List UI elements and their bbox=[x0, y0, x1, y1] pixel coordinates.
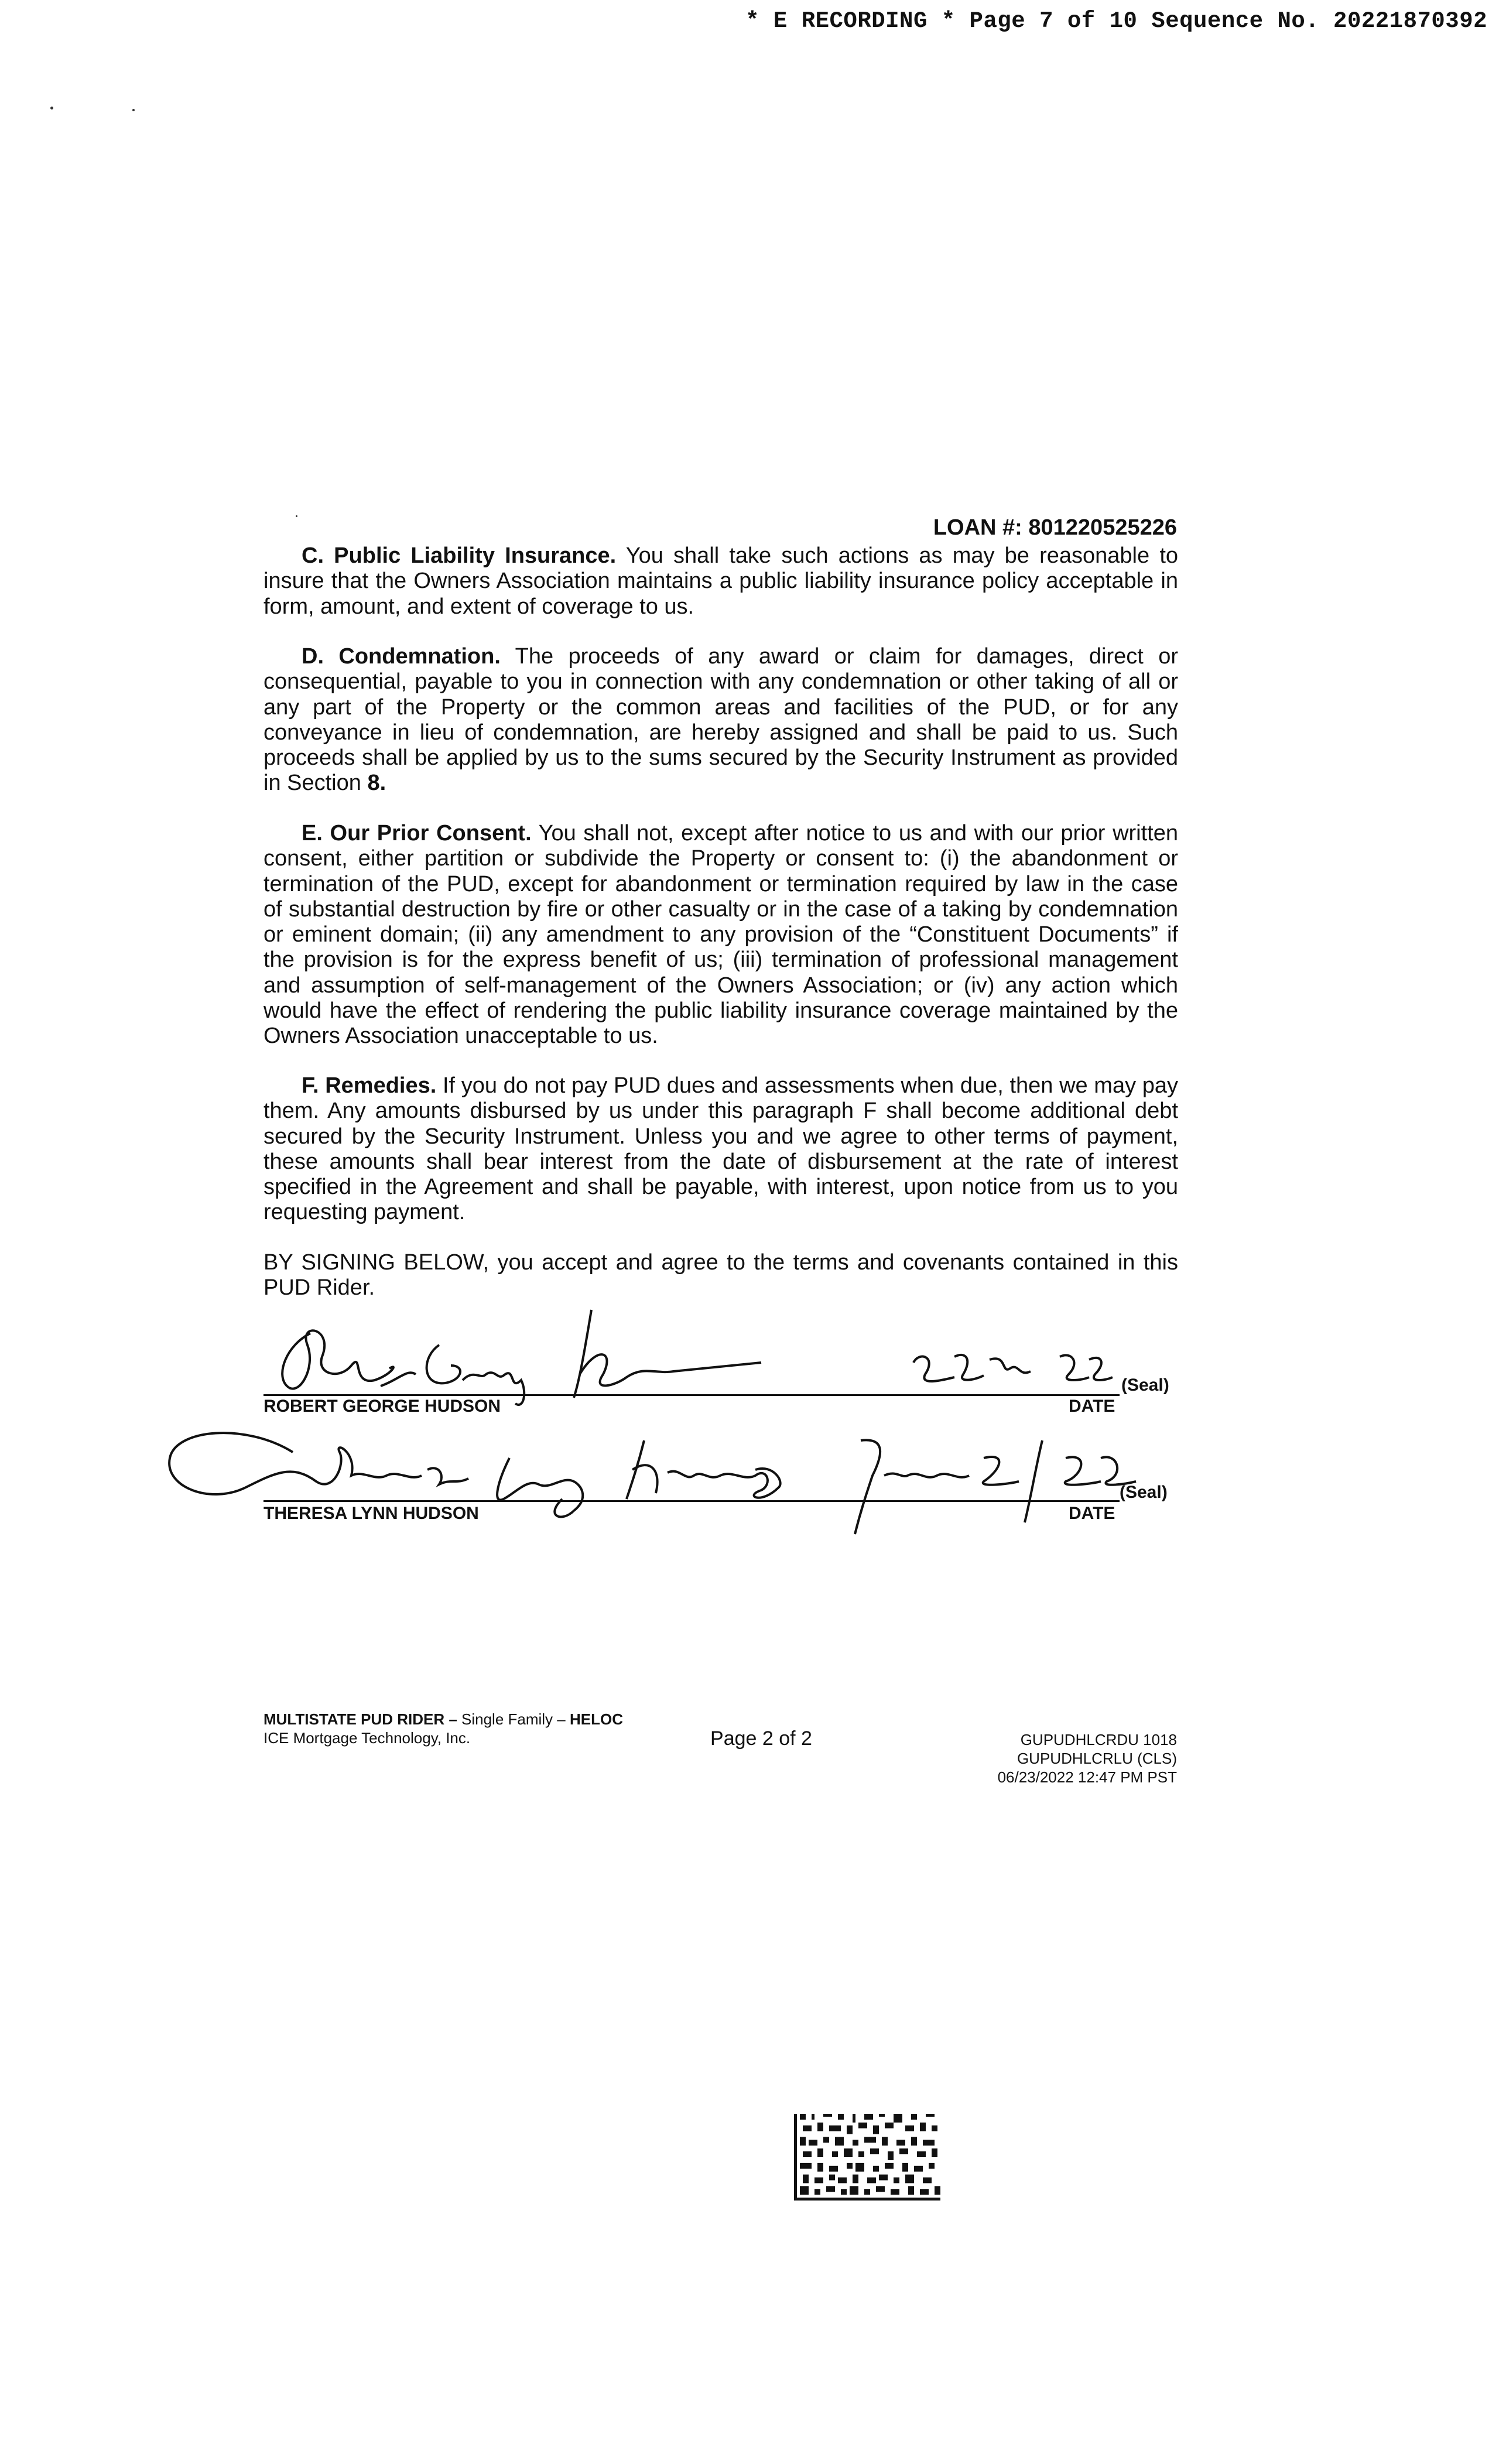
company-name: ICE Mortgage Technology, Inc. bbox=[263, 1729, 471, 1747]
signature-line bbox=[263, 1394, 1120, 1396]
generated-timestamp: 06/23/2022 12:47 PM PST bbox=[997, 1768, 1177, 1786]
recording-header: * E RECORDING * Page 7 of 10 Sequence No. 20221870392 bbox=[745, 8, 1487, 34]
section-d bbox=[263, 644, 1178, 796]
scan-speck bbox=[50, 107, 53, 109]
form-code: GUPUDHLCRDU 1018 bbox=[1020, 1731, 1177, 1748]
date-label: DATE bbox=[1069, 1397, 1115, 1416]
section-heading: C. Public Liability Insurance. bbox=[302, 543, 617, 568]
section-text: You shall take such actions as may be reasonable to insure that the Owners Association maintains a public liability insurance policy acceptable in form, amount, and extent of coverage to us. bbox=[263, 543, 1179, 619]
section-reference: 8. bbox=[367, 771, 386, 796]
section-text: You shall not, except after notice to us and with our prior written consent, either partition or subdivide the Property or consent to: (i) the abandonment or termination of the PUD, except for abandonment or termination required by law in the case of substantial destruction by fire or other casualty or in the case of a taking by condemnation or eminent domain; (ii) any amendment to any provision of the “Constituent Documents” if the provision is for the express benefit of us; (iii) termination of professional management and assumption of self-management of the Owners Association; or (iv) any action which would have the effect of rendering the public liability insurance coverage maintained by the Owners Association unacceptable to us. bbox=[263, 821, 1178, 1049]
form-title: MULTISTATE PUD RIDER – Single Family – HELOC bbox=[263, 1710, 623, 1728]
signing-statement: BY SIGNING BELOW, you accept and agree to the terms and covenants contained in this PUD Rider. bbox=[263, 1250, 1178, 1301]
signature-line bbox=[263, 1500, 1120, 1502]
signer-name: THERESA LYNN HUDSON bbox=[263, 1504, 479, 1523]
section-text: The proceeds of any award or claim for damages, direct or consequential, payable to you in connection with any condemnation or other taking of all or any part of the Property or the common areas and facilities of the PUD, or for any conveyance in lieu of condemnation, are hereby assigned and shall be paid to us. Such proceeds shall be applied by us to the sums secured by the Security Instrument as provided in Section bbox=[263, 644, 1178, 796]
section-text: If you do not pay PUD dues and assessments when due, then we may pay them. Any amounts disbursed by us under this paragraph F shall become additional debt secured by the Security Instrument. Unless you and we agree to other terms of payment, these amounts shall bear interest from the date of disbursement at the rate of interest specified in the Agreement and shall be payable, with interest, upon notice from us to you requesting payment. bbox=[263, 1073, 1178, 1225]
section-heading: E. Our Prior Consent. bbox=[302, 821, 532, 846]
seal-label: (Seal) bbox=[1121, 1375, 1169, 1395]
form-code: GUPUDHLCRLU (CLS) bbox=[1017, 1750, 1177, 1767]
section-heading: F. Remedies. bbox=[302, 1073, 437, 1098]
date-label: DATE bbox=[1069, 1504, 1115, 1523]
footer-form-info bbox=[263, 1710, 623, 1747]
seal-label: (Seal) bbox=[1120, 1483, 1168, 1502]
signature-block-robert bbox=[263, 1310, 1178, 1421]
signature-block-theresa bbox=[164, 1417, 1178, 1534]
scan-speck bbox=[132, 109, 135, 111]
signer-name: ROBERT GEORGE HUDSON bbox=[263, 1397, 501, 1416]
barcode-icon bbox=[794, 2114, 940, 2201]
page-number: Page 2 of 2 bbox=[710, 1727, 812, 1750]
loan-number: LOAN #: 801220525226 bbox=[933, 515, 1177, 540]
section-f bbox=[263, 1073, 1178, 1226]
footer-form-codes bbox=[937, 1730, 1177, 1787]
section-e bbox=[263, 821, 1178, 1049]
section-heading: D. Condemnation. bbox=[302, 644, 501, 669]
scan-speck bbox=[296, 515, 297, 517]
section-c bbox=[263, 543, 1178, 620]
